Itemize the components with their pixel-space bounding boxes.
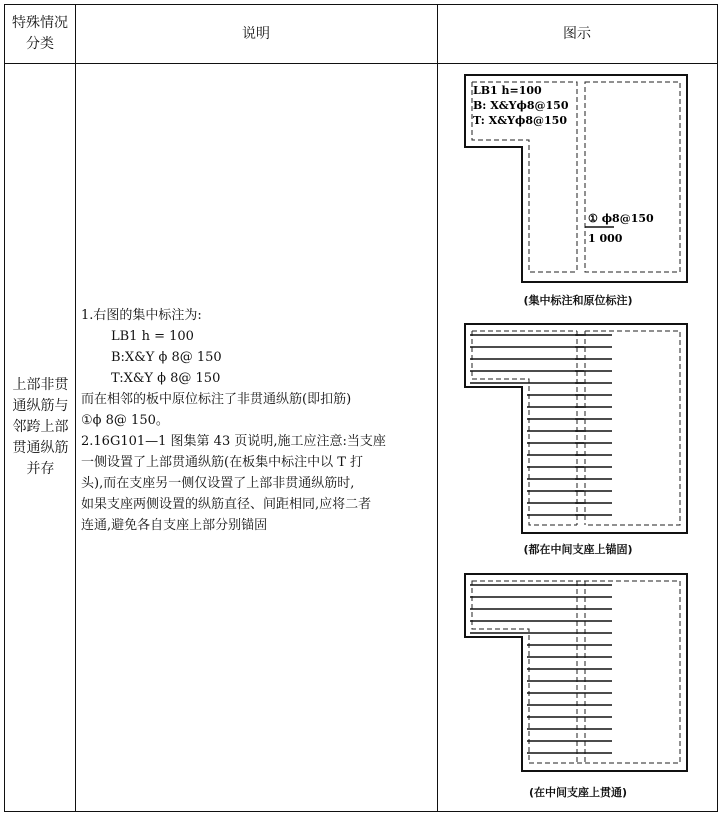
column-divider	[437, 5, 438, 811]
category-line: 通纵筋与	[12, 398, 69, 414]
category-line: 上部非贯	[12, 377, 69, 393]
fig1-label-line1: LB1 h=100	[473, 84, 542, 97]
desc-item1-line3: T:X&Y ϕ 8@ 150	[111, 371, 221, 386]
desc-item2-line5: 连通,避免各自支座上部分别锚固	[81, 518, 268, 533]
spec-table	[4, 4, 718, 812]
desc-item2-line2: 一侧设置了上部贯通纵筋(在板集中标注中以 T 打	[81, 455, 364, 470]
fig1-rebar-length: 1 000	[588, 232, 623, 245]
figure-3-caption: (在中间支座上贯通)	[528, 786, 628, 799]
header-category	[5, 5, 75, 63]
figure-1-drawing	[462, 72, 694, 292]
category-line: 邻跨上部	[12, 419, 69, 435]
figure-3-drawing	[462, 571, 694, 781]
category-line: 贯通纵筋	[12, 440, 69, 456]
figure-3	[462, 571, 694, 781]
desc-item1-line2: B:X&Y ϕ 8@ 150	[111, 350, 222, 365]
description-cell	[81, 305, 437, 536]
header-divider	[5, 63, 717, 64]
desc-item2-line3: 头),而在支座另一侧仅设置了上部非贯通纵筋时,	[81, 476, 355, 491]
fig1-rebar-mark: ① ϕ8@150	[588, 212, 654, 225]
header-description: 说明	[242, 25, 270, 42]
header-figure: 图示	[563, 25, 591, 42]
category-line: 并存	[26, 461, 55, 477]
desc-item1-line4: 而在相邻的板中原位标注了非贯通纵筋(即扣筋)	[81, 392, 352, 407]
desc-item1-line5: ①ϕ 8@ 150。	[81, 413, 169, 428]
fig1-label-line2: B: X&Yϕ8@150	[473, 99, 569, 112]
figure-2-caption: (都在中间支座上锚固)	[523, 543, 633, 556]
category-cell	[5, 375, 76, 480]
header-category-line2: 分类	[26, 36, 54, 52]
figure-1-caption: (集中标注和原位标注)	[523, 294, 633, 307]
desc-item2-line1: 2.16G101—1 图集第 43 页说明,施工应注意:当支座	[81, 434, 386, 449]
desc-item1-line1: LB1 h = 100	[111, 329, 194, 344]
fig1-label-line3: T: X&Yϕ8@150	[473, 114, 567, 127]
figure-2-drawing	[462, 321, 694, 541]
figure-1	[462, 72, 694, 292]
header-category-line1: 特殊情况	[12, 15, 68, 31]
desc-item1-intro: 1.右图的集中标注为:	[81, 308, 202, 323]
desc-item2-line4: 如果支座两侧设置的纵筋直径、间距相同,应将二者	[81, 497, 372, 512]
figure-2	[462, 321, 694, 541]
